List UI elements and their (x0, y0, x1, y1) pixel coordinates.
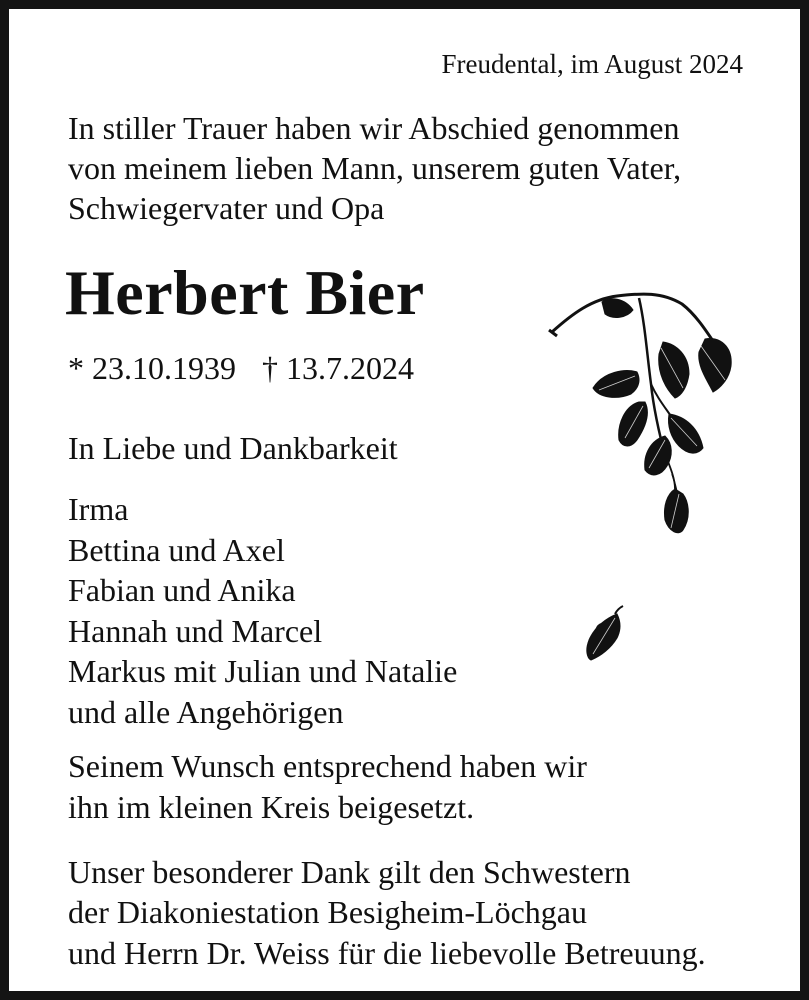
deceased-name: Herbert Bier (65, 257, 425, 328)
intro-line-3: Schwiegervater und Opa (68, 190, 385, 226)
intro-line-2: von meinem lieben Mann, unserem guten Vater, (68, 150, 682, 186)
thanks-line-1: Unser besonderer Dank gilt den Schwestern (68, 854, 631, 890)
birth-date: * 23.10.1939 (68, 350, 236, 386)
thanks-line-3: und Herrn Dr. Weiss für die liebevolle Betreuung. (68, 935, 706, 971)
mourner-name: Fabian und Anika (68, 572, 296, 608)
mourner-name: Bettina und Axel (68, 532, 285, 568)
birch-branch-icon (547, 284, 747, 674)
death-date: † 13.7.2024 (262, 350, 414, 386)
burial-note-line-1: Seinem Wunsch entsprechend haben wir (68, 748, 587, 784)
mourner-name: Irma (68, 491, 129, 527)
thanks-line-2: der Diakoniestation Besigheim-Löchgau (68, 894, 587, 930)
mourner-name: Hannah und Marcel (68, 613, 323, 649)
mourner-name: und alle Angehörigen (68, 694, 344, 730)
burial-note-line-2: ihn im kleinen Kreis beigesetzt. (68, 789, 475, 825)
mourner-name: Markus mit Julian und Natalie (68, 653, 458, 689)
life-dates (68, 352, 414, 384)
mourners-heading: In Liebe und Dankbarkeit (68, 430, 398, 466)
intro-line-1: In stiller Trauer haben wir Abschied genommen (68, 110, 680, 146)
place-date: Freudental, im August 2024 (441, 49, 743, 79)
